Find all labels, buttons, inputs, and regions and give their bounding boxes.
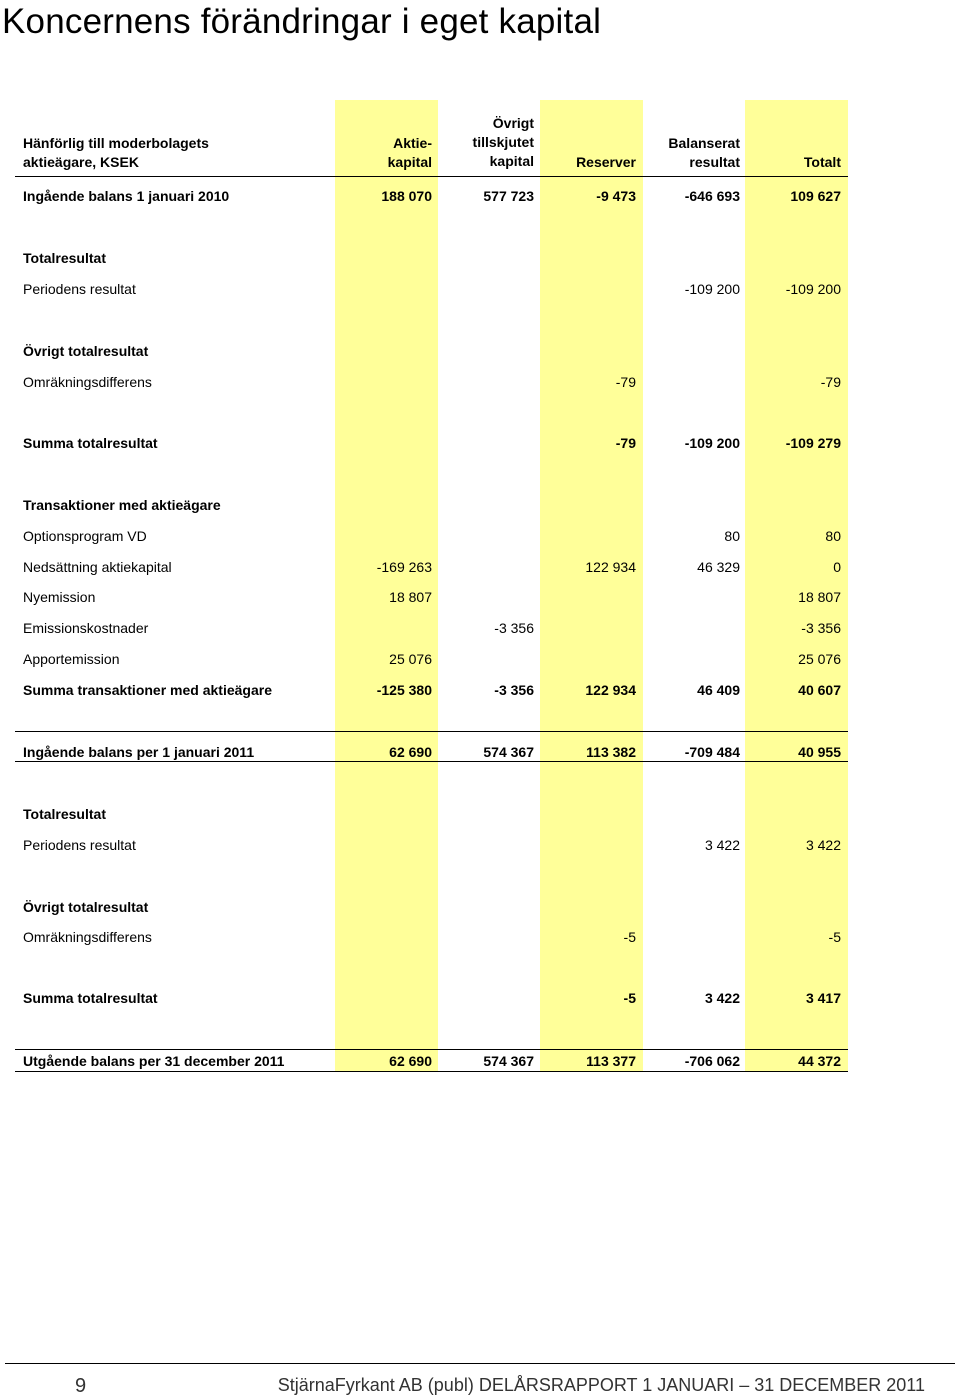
row-label: Emissionskostnader [23,620,149,636]
row-value-col1: 62 690 [389,1053,432,1069]
row-label: Totalresultat [23,250,106,266]
row-label: Ingående balans per 1 januari 2011 [23,744,255,760]
table-row [0,896,960,918]
row-label: Periodens resultat [23,837,136,853]
row-value-col1: 188 070 [381,188,432,204]
header-ovrigt-line3: kapital [489,153,534,169]
row-value-col5: 40 607 [798,682,841,698]
header-totalt [748,153,841,172]
row-value-col5: 18 807 [798,589,841,605]
row-label: Omräkningsdifferens [23,929,152,945]
table-row [0,586,960,608]
row-value-col4: 46 409 [697,682,740,698]
row-value-col5: -109 200 [785,281,841,297]
table-row [0,617,960,639]
footer-rule [5,1363,955,1364]
row-value-col1: 25 076 [389,651,432,667]
table-row [0,432,960,454]
row-value-col3: -79 [615,374,636,390]
header-label-line1: Hänförlig till moderbolagets [23,135,209,151]
row-value-col4: 3 422 [704,990,740,1006]
table-row [0,247,960,269]
table-row [0,494,960,516]
row-label: Övrigt totalresultat [23,899,149,915]
header-ovrigt-tillskjutet-kapital [440,114,534,171]
row-label: Optionsprogram VD [23,528,147,544]
row-value-col2: 577 723 [483,188,534,204]
row-value-col4: -709 484 [684,744,740,760]
row-value-col5: -3 356 [801,620,841,636]
table-row [0,371,960,393]
table-row [0,340,960,362]
header-reserver [542,153,636,172]
row-label: Totalresultat [23,806,106,822]
header-label-line2: aktieägare, KSEK [23,154,139,170]
header-balanserat-line2: resultat [689,154,740,170]
header-label [23,134,209,172]
row-value-col5: 109 627 [790,188,841,204]
table-row [0,648,960,670]
row-value-col5: 3 422 [805,837,841,853]
header-totalt-text: Totalt [803,154,841,170]
row-value-col4: 46 329 [697,559,740,575]
row-value-col3: -5 [623,990,636,1006]
row-label: Summa totalresultat [23,990,158,1006]
table-row [0,525,960,547]
row-value-col4: 80 [724,528,740,544]
row-value-col2: 574 367 [483,1053,534,1069]
row-value-col4: -109 200 [684,435,740,451]
row-value-col1: 62 690 [389,744,432,760]
row-value-col1: -125 380 [376,682,432,698]
footer-text: StjärnaFyrkant AB (publ) DELÅRSRAPPORT 1 JANUARI – 31 DECEMBER 2011 [277,1375,925,1395]
header-rule [15,176,848,177]
row-value-col4: -109 200 [684,281,740,297]
row-label: Övrigt totalresultat [23,343,149,359]
row-value-col1: 18 807 [389,589,432,605]
row-value-col3: -79 [615,435,636,451]
row-label: Summa transaktioner med aktieägare [23,682,272,698]
table-row [0,926,960,948]
row-label: Utgående balans per 31 december 2011 [23,1053,285,1069]
header-ovrigt-line2: tillskjutet [472,134,534,150]
header-ovrigt-line1: Övrigt [492,115,534,131]
header-aktiekapital [345,134,432,172]
row-value-col4: 3 422 [704,837,740,853]
header-balanserat-line1: Balanserat [668,135,740,151]
row-value-col5: 44 372 [798,1053,841,1069]
row-value-col3: 122 934 [585,682,636,698]
header-aktiekapital-line1: Aktie- [393,135,432,151]
row-value-col5: 3 417 [805,990,841,1006]
row-label: Summa totalresultat [23,435,158,451]
row-label: Periodens resultat [23,281,136,297]
row-value-col5: 25 076 [798,651,841,667]
table-row [0,741,960,763]
row-value-col4: -706 062 [684,1053,740,1069]
row-label: Nyemission [23,589,96,605]
row-value-col3: 122 934 [585,559,636,575]
table-row [0,679,960,701]
table-row [0,556,960,578]
table-row [0,185,960,207]
row-value-col5: -5 [828,929,841,945]
row-value-col3: -9 473 [596,188,636,204]
row-value-col5: -79 [820,374,841,390]
header-reserver-text: Reserver [576,154,636,170]
table-row [0,1050,960,1072]
row-label: Omräkningsdifferens [23,374,152,390]
row-value-col5: 0 [833,559,841,575]
table-row [0,834,960,856]
row-value-col5: 80 [825,528,841,544]
rule-before-balance-2011 [15,731,848,732]
row-value-col3: -5 [623,929,636,945]
table-row [0,803,960,825]
header-balanserat-resultat [645,134,740,172]
row-value-col2: -3 356 [494,682,534,698]
row-value-col1: -169 263 [376,559,432,575]
row-value-col3: 113 382 [586,744,636,760]
row-label: Apportemission [23,651,120,667]
page-title: Koncernens förändringar i eget kapital [2,2,602,41]
row-value-col5: -109 279 [785,435,841,451]
table-row [0,987,960,1009]
row-label: Transaktioner med aktieägare [23,497,221,513]
row-label: Ingående balans 1 januari 2010 [23,188,230,204]
row-value-col2: -3 356 [494,620,534,636]
header-aktiekapital-line2: kapital [387,154,432,170]
row-value-col5: 40 955 [798,744,841,760]
row-label: Nedsättning aktiekapital [23,559,172,575]
row-value-col2: 574 367 [483,744,534,760]
row-value-col3: 113 377 [586,1053,636,1069]
table-row [0,278,960,300]
page-number: 9 [75,1375,87,1397]
row-value-col4: -646 693 [684,188,740,204]
